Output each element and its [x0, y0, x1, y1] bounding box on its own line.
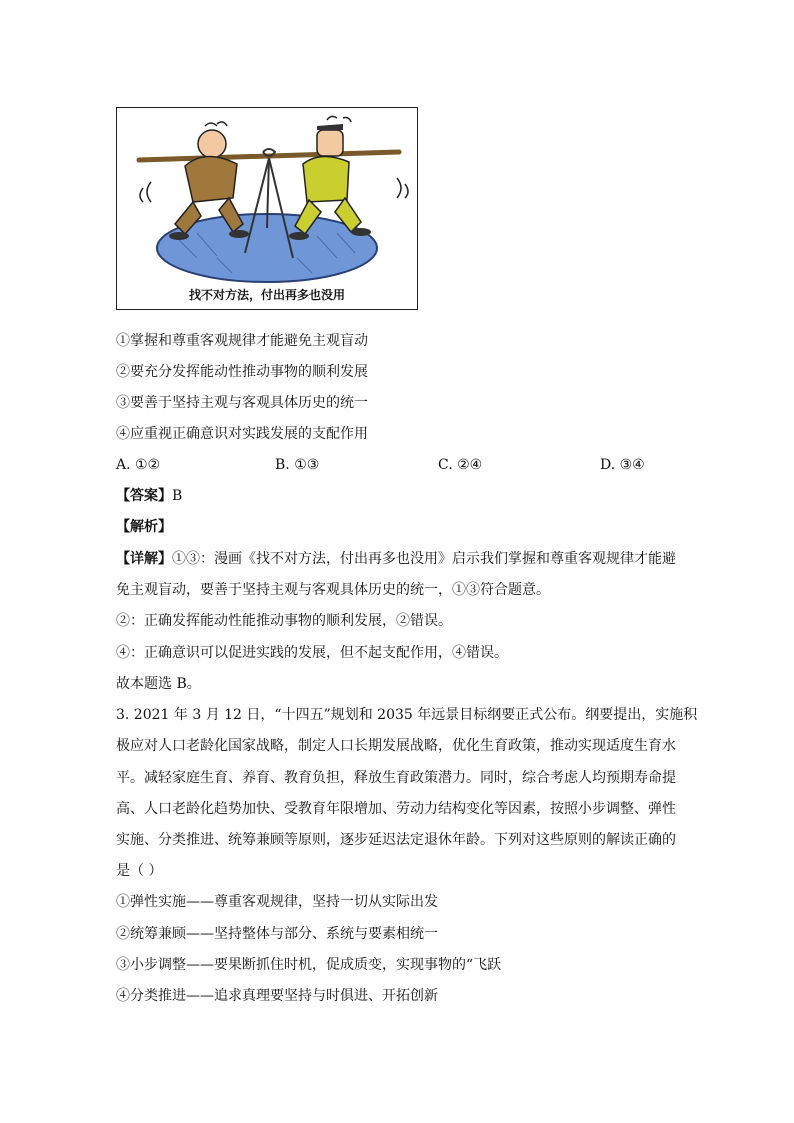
analysis-label: 【解析】: [116, 519, 172, 535]
q3-statement-2: ②统筹兼顾——坚持整体与部分、系统与要素相统一: [116, 926, 438, 942]
q2-statement-2: ②要充分发挥能动性推动事物的顺利发展: [116, 364, 368, 380]
q2-choice-c: C. ②④: [438, 457, 483, 473]
q3-statement-4: ④分类推进——追求真理要坚持与时俱进、开拓创新: [116, 988, 438, 1004]
q3-statement-3: ③小步调整——要果断抓住时机，促成质变，实现事物的“飞跃: [116, 957, 502, 973]
q2-choice-a: A. ①②: [116, 457, 161, 473]
detail-text-1: ①③：漫画《找不对方法，付出再多也没用》启示我们掌握和尊重客观规律才能避: [172, 551, 676, 567]
answer-line: [116, 486, 182, 506]
figure-caption: 找不对方法，付出再多也没用: [188, 288, 345, 302]
answer-label: 【答案】: [116, 488, 172, 504]
q3-stem-line-4: 高、人口老龄化趋势加快、受教育年限增加、劳动力结构变化等因素，按照小步调整、弹性: [116, 801, 676, 817]
detail-line-3: ②：正确发挥能动性能推动事物的顺利发展，②错误。: [116, 613, 452, 629]
q3-stem-line-5: 实施、分类推进、统筹兼顾等原则，逐步延迟法定退休年龄。下列对这些原则的解读正确的: [116, 832, 676, 848]
detail-line-4: ④：正确意识可以促进实践的发展，但不起支配作用，④错误。: [116, 645, 508, 661]
q2-choice-b: B. ①③: [275, 457, 320, 473]
q3-stem-line-1: 3. 2021 年 3 月 12 日，“十四五”规划和 2035 年远景目标纲要正式公布。纲要提出，实施积: [116, 707, 698, 723]
cartoon-figure: [116, 107, 418, 310]
detail-line-5: 故本题选 B。: [116, 676, 201, 692]
q2-statement-1: ①掌握和尊重客观规律才能避免主观盲动: [116, 333, 368, 349]
detail-label: 【详解】: [116, 551, 172, 567]
q2-statement-3: ③要善于坚持主观与客观具体历史的统一: [116, 395, 368, 411]
detail-line-2: 免主观盲动，要善于坚持主观与客观具体历史的统一，①③符合题意。: [116, 582, 550, 598]
q2-statement-4: ④应重视正确意识对实践发展的支配作用: [116, 426, 368, 442]
q2-choice-d: D. ③④: [600, 457, 645, 473]
detail-line-1: [116, 549, 676, 569]
q3-stem-line-6: 是（ ）: [116, 863, 163, 879]
answer-value: B: [172, 488, 183, 504]
q3-stem-line-2: 极应对人口老龄化国家战略，制定人口长期发展战略，优化生育政策，推动实现适度生育水: [116, 738, 676, 754]
q3-stem-line-3: 平。减轻家庭生育、养育、教育负担，释放生育政策潜力。同时，综合考虑人均预期寿命提: [116, 770, 676, 786]
cartoon-illustration: [117, 108, 419, 311]
q3-statement-1: ①弹性实施——尊重客观规律，坚持一切从实际出发: [116, 894, 438, 910]
